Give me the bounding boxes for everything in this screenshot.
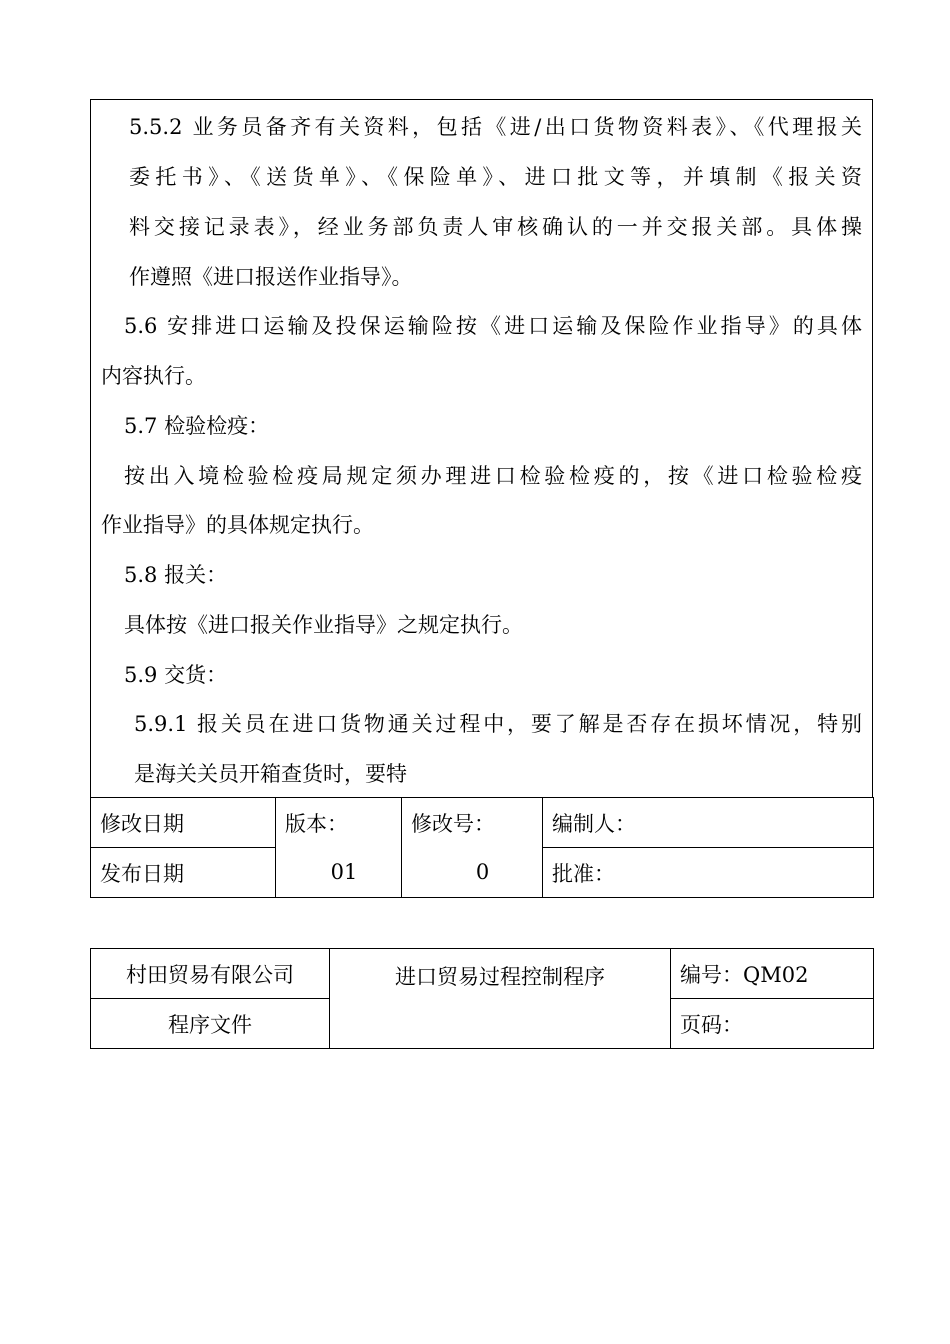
- document-header-table: [90, 948, 874, 1049]
- body-line: 作遵照《进口报送作业指导》。: [129, 265, 413, 289]
- body-line: 具体按《进口报关作业指导》之规定执行。: [124, 613, 523, 637]
- body-line: 5.9.1 报关员在进口货物通关过程中，要了解是否存在损坏情况，特别: [134, 712, 862, 736]
- body-line: 5.5.2 业务员备齐有关资料，包括《进/出口货物资料表》、《代理报关: [129, 115, 862, 139]
- document-type: 程序文件: [91, 999, 330, 1049]
- document-title: 进口贸易过程控制程序: [330, 949, 671, 1049]
- body-line: 料交接记录表》，经业务部负责人审核确认的一并交报关部。具体操: [129, 215, 862, 239]
- body-line: 是海关关员开箱查货时，要特: [134, 762, 407, 786]
- version-value: 01: [276, 848, 402, 898]
- approval-label: 批准：: [543, 848, 874, 898]
- release-date-label: 发布日期: [91, 848, 276, 898]
- author-label: 编制人：: [543, 798, 874, 848]
- body-line: 内容执行。: [101, 364, 206, 388]
- body-line: 5.9 交货：: [124, 663, 228, 687]
- revision-date-label: 修改日期: [91, 798, 276, 848]
- revision-no-value: 0: [402, 848, 543, 898]
- body-line: 5.7 检验检疫：: [124, 414, 270, 438]
- revision-no-label: 修改号：: [402, 798, 543, 848]
- page-number-label: 页码：: [671, 999, 874, 1049]
- revision-table: [90, 797, 874, 898]
- company-name: 村田贸易有限公司: [91, 949, 330, 999]
- version-label: 版本：: [276, 798, 402, 848]
- body-line: 按出入境检验检疫局规定须办理进口检验检疫的，按《进口检验检疫: [124, 464, 862, 488]
- body-line: 委托书》、《送货单》、《保险单》、进口批文等，并填制《报关资: [129, 165, 862, 189]
- body-line: 作业指导》的具体规定执行。: [101, 513, 374, 537]
- body-line: 5.8 报关：: [124, 563, 228, 587]
- body-line: 5.6 安排进口运输及投保运输险按《进口运输及保险作业指导》的具体: [124, 314, 862, 338]
- document-code: 编号：QM02: [671, 949, 874, 999]
- document-body: [90, 99, 873, 798]
